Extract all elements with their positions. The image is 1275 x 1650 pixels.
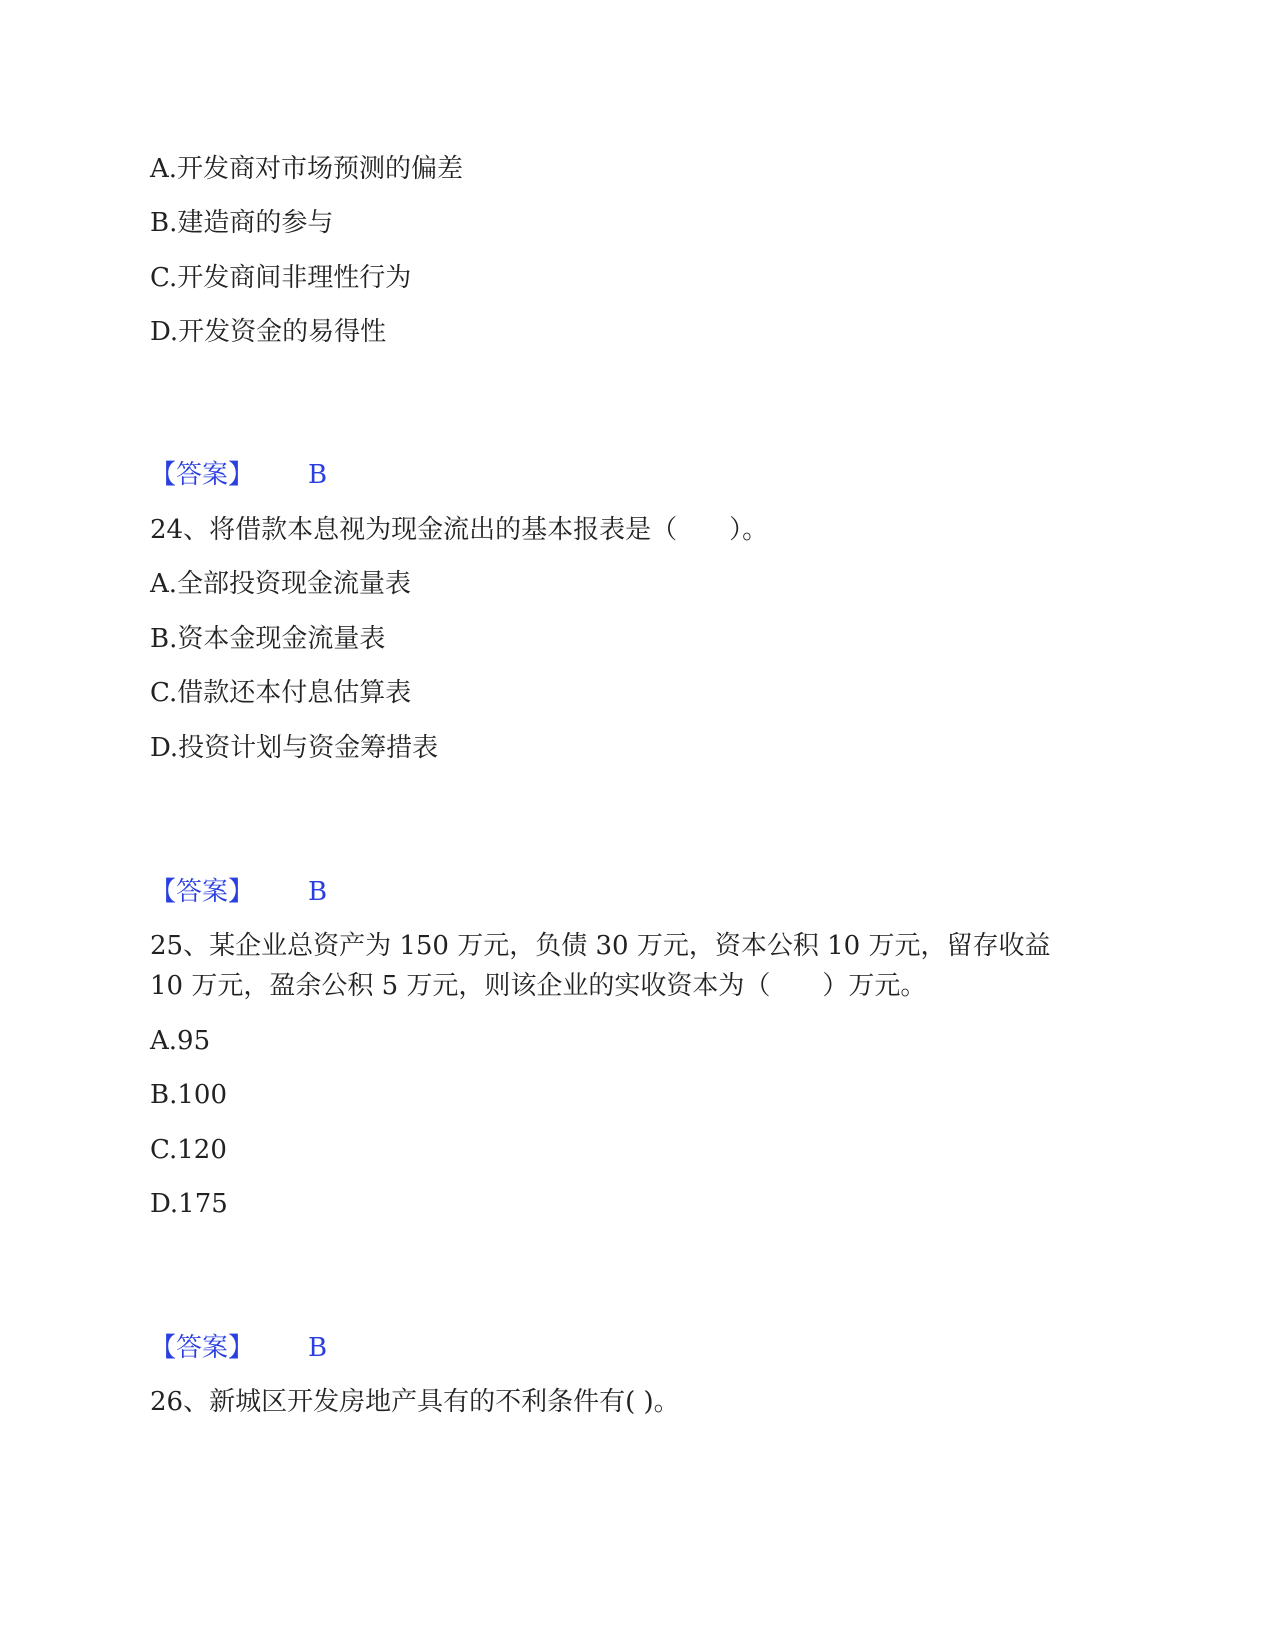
question-26-stem: 26、新城区开发房地产具有的不利条件有( )。 bbox=[150, 1387, 680, 1417]
question-25-option-d: D.175 bbox=[150, 1189, 228, 1219]
answer-label: 【答案】 bbox=[150, 460, 255, 490]
question-25-answer bbox=[150, 1331, 327, 1365]
prev-question-option-d: D.开发资金的易得性 bbox=[150, 317, 387, 347]
answer-label: 【答案】 bbox=[150, 1333, 255, 1363]
answer-value: B bbox=[308, 460, 328, 490]
answer-label: 【答案】 bbox=[150, 877, 255, 907]
question-24-option-a: A.全部投资现金流量表 bbox=[150, 569, 412, 599]
answer-value: B bbox=[308, 1333, 328, 1363]
prev-question-answer bbox=[150, 458, 327, 492]
question-25-option-c: C.120 bbox=[150, 1135, 227, 1165]
answer-value: B bbox=[308, 877, 328, 907]
question-24-stem: 24、将借款本息视为现金流出的基本报表是（ ）。 bbox=[150, 515, 769, 545]
question-24-answer bbox=[150, 875, 327, 909]
question-25-option-b: B.100 bbox=[150, 1080, 227, 1110]
question-24-option-c: C.借款还本付息估算表 bbox=[150, 678, 412, 708]
prev-question-option-a: A.开发商对市场预测的偏差 bbox=[150, 154, 464, 184]
prev-question-option-b: B.建造商的参与 bbox=[150, 208, 334, 238]
question-25-option-a: A.95 bbox=[150, 1026, 211, 1056]
question-25-stem-line-2: 10 万元，盈余公积 5 万元，则该企业的实收资本为（ ）万元。 bbox=[150, 971, 927, 1001]
question-25-stem-line-1: 25、某企业总资产为 150 万元，负债 30 万元，资本公积 10 万元，留存收益 bbox=[150, 931, 1051, 961]
prev-question-option-c: C.开发商间非理性行为 bbox=[150, 263, 412, 293]
question-24-option-d: D.投资计划与资金筹措表 bbox=[150, 733, 439, 763]
question-24-option-b: B.资本金现金流量表 bbox=[150, 624, 386, 654]
